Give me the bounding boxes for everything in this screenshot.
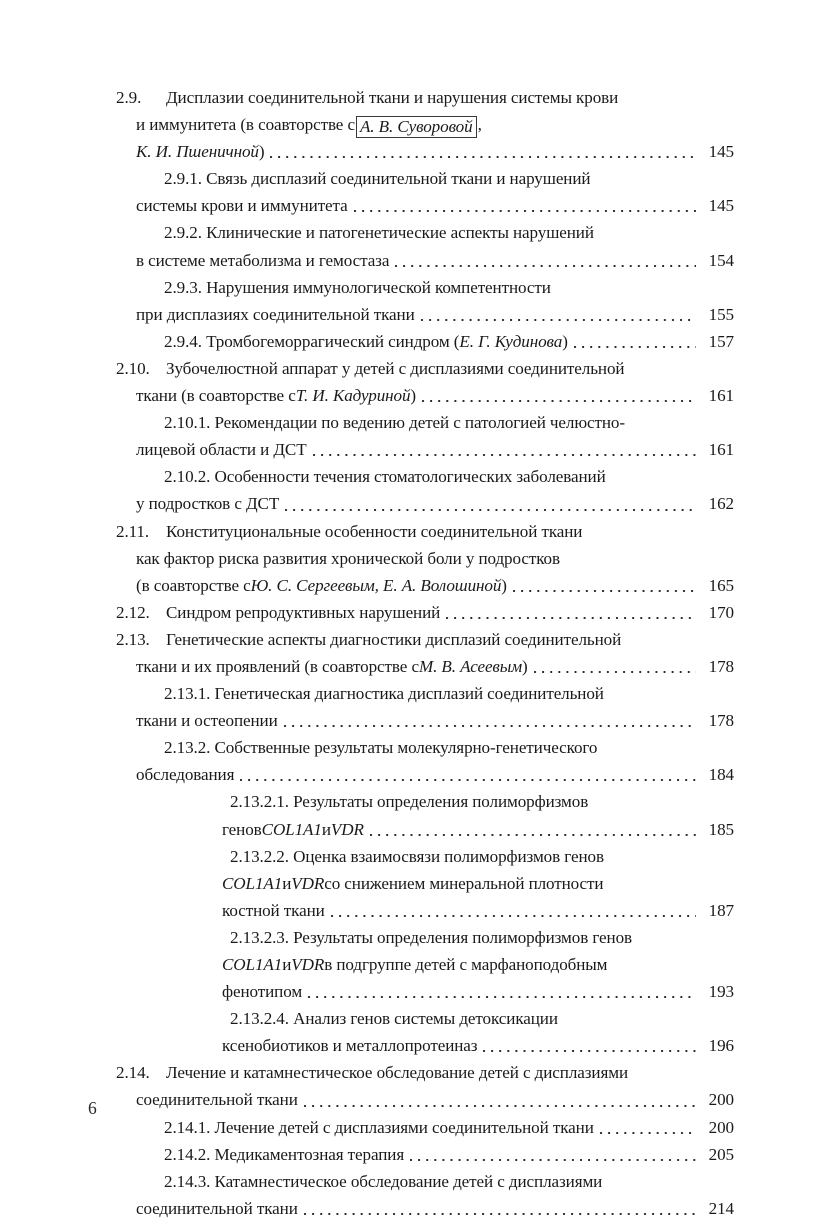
toc-title: Особенности течения стоматологических заболеваний [214,467,606,487]
gene-name-col1a1: COL1A1 [261,819,322,839]
dot-leader [364,816,700,843]
toc-author: Т. И. Кадуриной [295,386,411,406]
toc-author: Ю. С. Сергеевым, Е. А. Волошиной [250,575,502,595]
toc-page-number[interactable]: 193 [708,982,734,1002]
toc-line [116,870,734,897]
dot-leader [279,490,700,517]
gene-name-vdr: VDR [291,873,325,893]
dot-leader [594,1114,700,1141]
toc-entry[interactable] [116,626,734,680]
toc-number: 2.9.2. [164,223,202,243]
toc-title-cont: ткани и остеопении [136,711,278,731]
toc-title-cont: фенотипом [222,982,303,1002]
toc-entry[interactable] [116,680,734,734]
toc-title: Результаты определения полиморфизмов [293,792,589,812]
dot-leader [507,572,700,599]
toc-line [116,219,734,246]
toc-number: 2.13.2.4. [230,1009,289,1029]
toc-number: 2.14.2. [164,1144,211,1164]
toc-page-number[interactable]: 161 [708,386,734,406]
toc-page-number[interactable]: 205 [708,1144,734,1164]
dot-leader [298,1086,700,1113]
toc-author: Е. Г. Кудинова [459,331,563,351]
dot-leader [298,1195,700,1222]
toc-number: 2.13.1. [164,684,211,704]
toc-line [116,1005,734,1032]
conjunction: и [282,873,292,893]
toc-line [116,816,734,843]
toc-number: 2.12. [116,602,150,622]
toc-number: 2.9.3. [164,277,202,297]
toc-line [116,951,734,978]
dot-leader [234,761,700,788]
dot-leader [325,897,700,924]
dot-leader [415,301,700,328]
toc-title-suffix: ) [522,656,528,676]
toc-number: 2.9.4. [164,331,202,351]
toc-page-number[interactable]: 165 [708,575,734,595]
toc-line [116,707,734,734]
toc-line [116,301,734,328]
toc-number: 2.13.2. [164,738,211,758]
dot-leader [389,247,700,274]
dot-leader [264,138,700,165]
toc-entry[interactable] [116,788,734,842]
toc-entry[interactable] [116,843,734,924]
toc-title-cont: системы крови и иммунитета [136,196,348,216]
toc-page-number[interactable]: 155 [708,304,734,324]
toc-entry[interactable] [116,599,734,626]
toc-title-suffix: ) [562,331,568,351]
toc-entry[interactable] [116,409,734,463]
toc-entry[interactable] [116,165,734,219]
toc-title-cont: (в соавторстве с [136,575,251,595]
toc-title: Лечение детей с дисплазиями соединительной ткани [214,1117,594,1137]
toc-title: Результаты определения полиморфизмов генов [293,927,632,947]
toc-title: Нарушения иммунологической компетентности [206,277,551,297]
conjunction: и [282,955,292,974]
toc-line [116,924,734,951]
toc-line [116,788,734,815]
table-of-contents [116,84,734,1222]
toc-page-number[interactable]: 184 [708,765,734,785]
toc-title: Оценка взаимосвязи полиморфизмов генов [293,846,604,866]
toc-page-number[interactable]: 145 [708,142,734,162]
dot-leader [477,1032,700,1059]
dot-leader [528,653,700,680]
toc-page-number[interactable]: 187 [708,900,734,920]
gene-name-vdr: VDR [291,955,325,974]
toc-title-cont-suffix: , [477,115,482,135]
toc-entry[interactable] [116,1059,734,1113]
toc-title: Лечение и катамнестическое обследование детей с дисплазиями [166,1063,628,1083]
toc-entry[interactable] [116,84,734,165]
toc-page-number[interactable]: 178 [708,656,734,676]
toc-title-cont: ксенобиотиков и металлопротеиназ [222,1036,478,1056]
toc-line [116,165,734,192]
toc-title-cont: ткани (в соавторстве с [136,386,296,406]
toc-line [116,1114,734,1141]
toc-title: Генетическая диагностика дисплазий соединительной [214,684,604,704]
toc-number: 2.10.1. [164,413,211,433]
toc-line [116,1168,734,1195]
toc-number: 2.13. [116,629,150,649]
toc-line [116,897,734,924]
toc-page-number[interactable]: 154 [708,250,734,270]
toc-line [116,382,734,409]
toc-title-cont: генов [222,819,262,839]
toc-number: 2.14. [116,1063,150,1083]
toc-entry[interactable] [116,734,734,788]
toc-entry[interactable] [116,274,734,328]
toc-page-number[interactable]: 157 [708,331,734,351]
toc-title-cont-suffix: ) [258,142,265,162]
toc-line [116,436,734,463]
toc-entry[interactable] [116,355,734,409]
toc-line [116,111,734,138]
toc-title: Конституциональные особенности соединительной ткани [166,521,583,541]
toc-line [116,734,734,761]
toc-title-cont: со снижением минеральной плотности [324,873,604,893]
toc-number: 2.14.3. [164,1171,211,1191]
toc-title-cont: обследования [136,765,235,785]
page-folio-number: 6 [88,1098,97,1118]
dot-leader [416,382,700,409]
toc-entry[interactable] [116,463,734,517]
toc-line [116,192,734,219]
toc-entry[interactable] [116,1141,734,1168]
toc-page-number[interactable]: 145 [708,196,734,216]
toc-line [116,84,734,111]
toc-number: 2.14.1. [164,1117,211,1137]
toc-line [116,545,734,572]
toc-line [116,518,734,545]
toc-line [116,1059,734,1086]
toc-number: 2.13.2.2. [230,846,289,866]
toc-line [116,653,734,680]
toc-title-cont: ткани и их проявлений (в соавторстве с [136,656,419,676]
toc-title: Дисплазии соединительной ткани и нарушения системы крови [166,88,619,107]
toc-line [116,572,734,599]
toc-title-suffix: ) [501,575,507,595]
toc-line [116,1086,734,1113]
toc-line [116,599,734,626]
toc-title: Клинические и патогенетические аспекты нарушений [206,223,594,243]
toc-number: 2.13.2.1. [230,792,289,812]
toc-entry[interactable] [116,1005,734,1059]
toc-line [116,843,734,870]
toc-entry[interactable] [116,219,734,273]
toc-line [116,328,734,355]
toc-page-number[interactable]: 200 [708,1117,734,1137]
toc-number: 2.9.1. [164,169,202,189]
toc-line [116,626,734,653]
dot-leader [302,978,700,1005]
gene-name-col1a1: COL1A1 [222,873,283,893]
toc-page-number[interactable]: 162 [708,494,734,514]
toc-title: Зубочелюстной аппарат у детей с дисплазиями соединительной [166,358,625,378]
toc-author: К. И. Пшеничной [136,142,259,162]
toc-entry[interactable] [116,924,734,1005]
toc-title: Тромбогеморрагический синдром ( [206,331,460,351]
dot-leader [404,1141,700,1168]
dot-leader [440,599,700,626]
toc-title: Медикаментозная терапия [214,1144,405,1164]
toc-number: 2.9. [116,88,142,107]
toc-line [116,138,734,165]
toc-line [116,1195,734,1222]
toc-line [116,1141,734,1168]
toc-line [116,409,734,436]
gene-name-vdr: VDR [330,819,364,839]
toc-page-number[interactable]: 185 [708,819,734,839]
boxed-author-annotation[interactable]: А. В. Суворовой [356,116,477,138]
dot-leader [278,707,700,734]
toc-title: Анализ генов системы детоксикации [293,1009,558,1029]
toc-title: Собственные результаты молекулярно-генетического [214,738,598,758]
toc-page-number[interactable]: 170 [708,602,734,622]
toc-title-cont: у подростков с ДСТ [136,494,280,514]
toc-title-cont: как фактор риска развития хронической боли у подростков [136,548,560,568]
toc-title-cont: в подгруппе детей с марфаноподобным [324,955,608,974]
toc-title-suffix: ) [410,386,417,406]
toc-page-number[interactable]: 196 [708,1036,734,1056]
toc-title: Катамнестическое обследование детей с дисплазиями [214,1171,603,1191]
toc-number: 2.11. [116,521,150,541]
dot-leader [348,192,700,219]
toc-title-cont: соединительной ткани [136,1090,298,1110]
toc-title-cont: в системе метаболизма и гемостаза [136,250,390,270]
toc-title-cont: костной ткани [222,900,325,920]
toc-line [116,1032,734,1059]
toc-title-cont: соединительной ткани [136,1198,298,1218]
toc-number: 2.10. [116,358,150,378]
toc-line [116,978,734,1005]
toc-entry[interactable] [116,328,734,355]
toc-line [116,247,734,274]
toc-title-cont: лицевой области и ДСТ [136,440,307,460]
toc-line [116,490,734,517]
gene-name-col1a1: COL1A1 [222,955,283,974]
toc-title: Рекомендации по ведению детей с патологией челюстно- [214,413,625,433]
toc-line [116,274,734,301]
toc-author: М. В. Асеевым [418,656,523,676]
dot-leader [568,328,700,355]
toc-title: Связь дисплазий соединительной ткани и нарушений [206,169,591,189]
toc-title-cont: и иммунитета (в соавторстве с [136,115,355,135]
toc-line [116,355,734,382]
toc-line [116,680,734,707]
toc-title: Синдром репродуктивных нарушений [166,602,441,622]
toc-line [116,463,734,490]
toc-entry[interactable] [116,1114,734,1141]
toc-title-cont: при дисплазиях соединительной ткани [136,304,415,324]
toc-entry[interactable] [116,518,734,599]
conjunction: и [321,819,331,839]
toc-number: 2.10.2. [164,467,211,487]
toc-page-number[interactable]: 161 [708,440,734,460]
dot-leader [307,436,700,463]
toc-number: 2.13.2.3. [230,927,289,947]
toc-title: Генетические аспекты диагностики дисплазий соединительной [166,629,622,649]
toc-line [116,761,734,788]
toc-entry[interactable] [116,1168,734,1222]
toc-page-number[interactable]: 214 [708,1198,734,1218]
toc-page-number[interactable]: 200 [708,1090,734,1110]
toc-page-number[interactable]: 178 [708,711,734,731]
